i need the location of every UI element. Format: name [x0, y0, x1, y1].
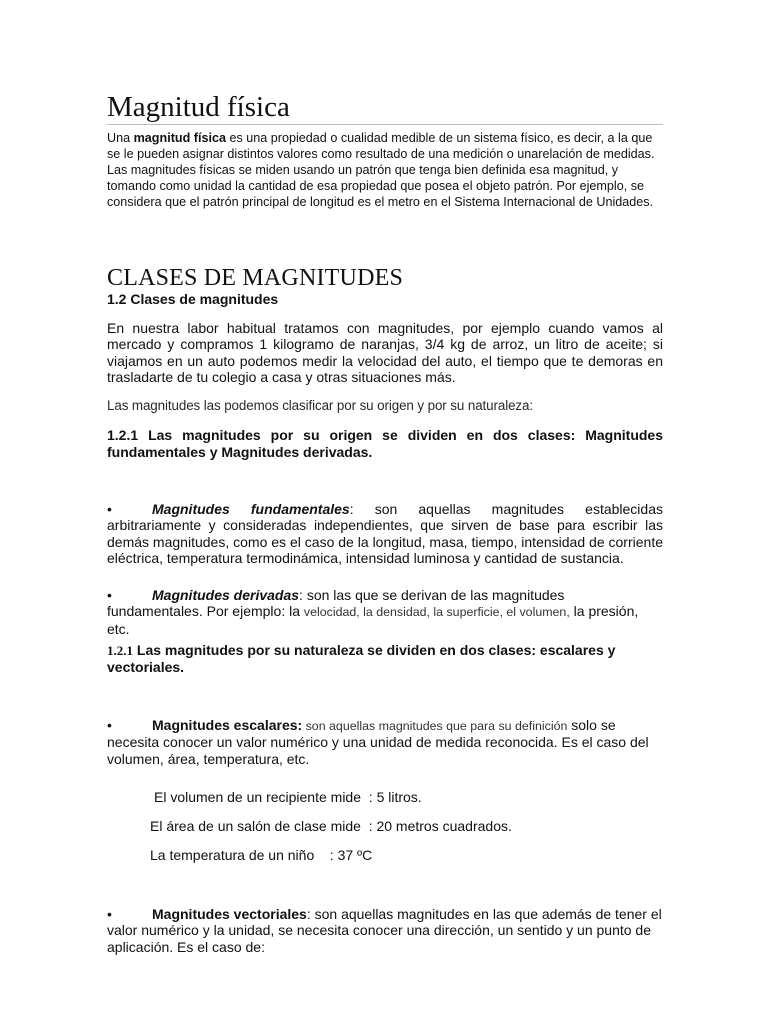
bullet-derived: [107, 587, 663, 637]
intro-lead: Una: [107, 131, 134, 145]
page-title: Magnitud física: [107, 91, 290, 123]
bullet-vector: [107, 906, 663, 955]
example-volume: El volumen de un recipiente mide : 5 litros.: [154, 789, 422, 805]
bullet-mark: •: [107, 501, 112, 517]
heading-nature-text: Las magnitudes por su naturaleza se dividen en dos clases: escalares y vectoriales.: [107, 642, 616, 675]
bullet-fundamental: [107, 501, 663, 567]
example-area: El área de un salón de clase mide : 20 metros cuadrados.: [150, 818, 512, 834]
intro-paragraph: [107, 130, 663, 210]
term-fundamental: Magnitudes fundamentales: [152, 501, 350, 517]
bullet-mark: •: [107, 587, 112, 603]
term-derived: Magnitudes derivadas: [152, 587, 300, 603]
term-vector: Magnitudes vectoriales: [152, 906, 307, 922]
text-derived: : son las que se derivan de las magnitudes fundamentales. Por ejemplo: la: [107, 587, 565, 620]
heading-origin: 1.2.1 Las magnitudes por su origen se dividen en dos clases: Magnitudes fundamentales y Magnitudes derivadas.: [107, 427, 663, 460]
paragraph-habitual: En nuestra labor habitual tratamos con magnitudes, por ejemplo cuando vamos al mercado y compramos 1 kilogramo de naranjas, 3/4 kg de arroz, un litro de aceite; si viajamos en un auto podemos medir la velocidad del auto, el tiempo que te demoras en trasladarte de tu colegio a casa y otras situaciones más.: [107, 320, 663, 386]
heading-nature-number: 1.2.1: [107, 643, 133, 658]
title-divider: [107, 124, 663, 125]
text-scalar-light: son aquellas magnitudes que para su definición: [302, 719, 568, 733]
example-temperature: La temperatura de un niño : 37 ºC: [150, 847, 373, 863]
paragraph-classify: Las magnitudes las podemos clasificar por su origen y por su naturaleza:: [107, 398, 533, 413]
text-scalar: solo se necesita conocer un valor numérico y una unidad de medida reconocida. Es el caso del volumen, área, temperatura, etc.: [107, 717, 649, 767]
bullet-mark: •: [107, 906, 112, 922]
bullet-mark: •: [107, 717, 112, 733]
subsection-title: 1.2 Clases de magnitudes: [107, 291, 279, 307]
term-scalar: Magnitudes escalares:: [152, 717, 303, 733]
intro-text: es una propiedad o cualidad medible de un sistema físico, es decir, a la que se le pueden asignar distintos valores como resultado de una medición o unarelación de medidas. Las magnitudes físicas se miden usando un patrón que tenga bien definida esa magnitud, y tomando como unidad la cantidad de esa propiedad que posea el objeto patrón. Por ejemplo, se considera que el patrón principal de longitud es el metro en el Sistema Internacional de Unidades.: [107, 131, 655, 210]
text-fundamental: : son aquellas magnitudes establecidas arbitrariamente y consideradas independientes, que sirven de base para escribir las demás magnitudes, como es el caso de la longitud, masa, tiempo, intensidad de corriente eléctrica, temperatura termodinámica, intensidad luminosa y cantidad de sustancia.: [107, 501, 663, 567]
text-vector: : son aquellas magnitudes en las que además de tener el valor numérico y la unidad, se necesita conocer una dirección, un sentido y un punto de aplicación. Es el caso de:: [107, 906, 662, 955]
section-title: CLASES DE MAGNITUDES: [107, 265, 404, 291]
bullet-scalar: [107, 717, 663, 767]
examples-derived: velocidad, la densidad, la superficie, el volumen,: [303, 605, 570, 620]
heading-nature: [107, 642, 663, 676]
tail-derived: la presión, etc.: [107, 603, 639, 637]
intro-term: magnitud física: [133, 131, 226, 145]
